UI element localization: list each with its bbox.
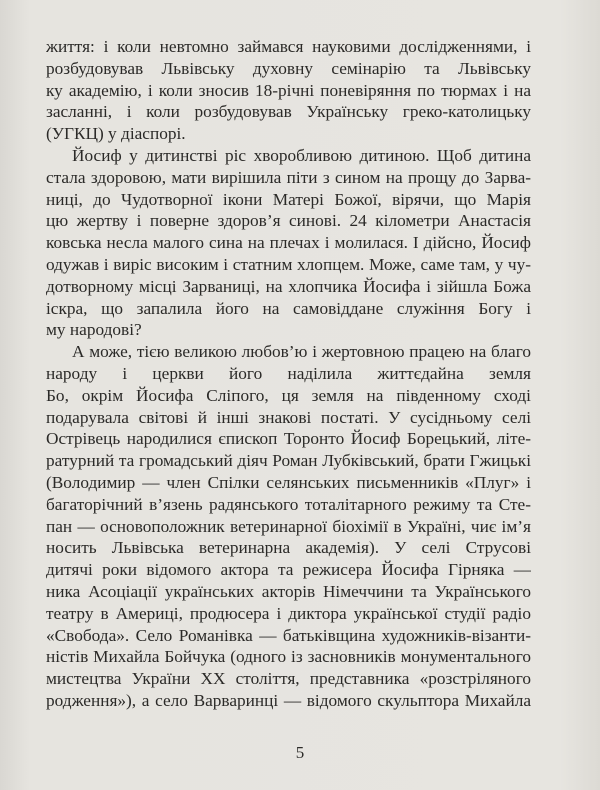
body-text (46, 36, 531, 712)
text-line: (УГКЦ) у діаспорі. (46, 124, 186, 144)
text-line: «Свобода». Село Романівка — батьківщина художників-візанти- (46, 625, 531, 645)
text-line: му народові? (46, 320, 142, 340)
text-line: Йосиф у дитинстві ріс хворобливою дитиною. Щоб дитина (72, 145, 531, 165)
text-line: мистецтва України XX століття, представника «розстріляного (46, 669, 531, 689)
text-line: засланні, і коли розбудовував Українську греко-католицьку (46, 102, 531, 122)
text-line: стала здоровою, мати вирішила піти з сином на прощу до Зарва- (46, 167, 531, 187)
text-line: Острівець народилися єпископ Торонто Йосиф Борецький, літе- (46, 429, 531, 449)
text-line: театру в Америці, продюсера і диктора української студії радіо (46, 603, 531, 623)
text-line: А може, тією великою любов’ю і жертовною працею на благо (72, 342, 531, 362)
text-line: носить Львівська ветеринарна академія). У селі Струсові (46, 538, 531, 558)
text-line: цю жертву і поверне здоров’я синові. 24 кілометри Анастасія (46, 211, 531, 231)
text-line: ністів Михайла Бойчука (одного із засновників монументального (46, 647, 531, 667)
text-line: іскра, що запалила його на самовіддане служіння Богу і (46, 298, 531, 318)
text-line: дитячі роки відомого актора та режисера Йосифа Гірняка — (46, 560, 531, 580)
text-line: (Володимир — член Спілки селянських письменників «Плуг» і (46, 472, 531, 492)
text-line: життя: і коли невтомно займався науковими дослідженнями, і (46, 37, 531, 56)
text-line: подарувала світові й інші знакові постаті. У сусідньому селі (46, 407, 531, 427)
text-line: народу і церкви його наділила життєдайна земля (46, 363, 531, 383)
text-line: ниці, до Чудотворної ікони Матері Божої, вірячи, що Марія (46, 189, 531, 209)
text-line: ника Асоціації українських акторів Німеччини та Українського (46, 581, 531, 601)
text-line: ковська несла малого сина на плечах і молилася. І дійсно, Йосиф (46, 233, 531, 253)
text-line: ку академію, і коли зносив 18-річні поневіряння по тюрмах і на (46, 80, 531, 100)
text-line: одужав і виріс високим і статним хлопцем. Може, саме там, у чу- (46, 254, 531, 274)
text-line: дотворному місці Зарваниці, на хлопчика Йосифа і зійшла Божа (46, 276, 531, 296)
text-line: багаторічний в’язень радянського тоталітарного режиму та Сте- (46, 494, 531, 514)
page-number: 5 (295, 743, 305, 762)
text-line: родження»), а село Варваринці — відомого скульптора Михайла (46, 690, 531, 710)
text-line: ратурний та громадський діяч Роман Лубківський, брати Гжицькі (46, 451, 531, 471)
text-line: пан — основоположник ветеринарної біохімії в Україні, чиє ім’я (46, 516, 531, 536)
text-line: Бо, окрім Йосифа Сліпого, ця земля на південному сході (46, 385, 531, 405)
text-line: розбудовував Львівську духовну семінарію та Львівську (46, 58, 531, 78)
